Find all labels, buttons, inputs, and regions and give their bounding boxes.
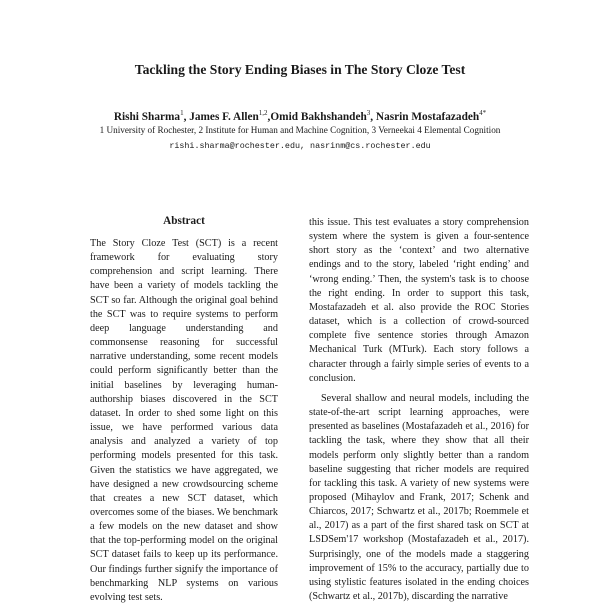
body-column bbox=[309, 216, 529, 604]
body-paragraph: Several shallow and neural models, including the state-of-the-art script learning approaches, were presented as baselines (Mostafazadeh et al., 2016) for tackling the task, where they show that all their models perform only slightly better than a random baseline suggesting that richer models are required for tackling this task. A variety of new systems were proposed (Mihaylov and Frank, 2017; Schenk and Chiarcos, 2017; Schwartz et al., 2017b; Roemmele et al., 2017) as a part of the first shared task on SCT at LSDSem'17 workshop (Mostafazadeh et al., 2017). Surprisingly, one of the models made a staggering improvement of 15% to the accuracy, partially due to using stylistic features isolated in the ending choices (Schwartz et al., 2017b), discarding the narrative bbox=[309, 392, 529, 603]
abstract-heading: Abstract bbox=[163, 215, 205, 227]
abstract-text: The Story Cloze Test (SCT) is a recent framework for evaluating story comprehension and script learning. There have been a variety of models tackling the SCT so far. Although the original goal behind the SCT was to require systems to perform deep language understanding and commonsense reasoning for successful narrative understanding, some recent models could perform significantly better than the initial baselines by leveraging human-authorship biases discovered in the SCT dataset. In order to shed some light on this issue, we have performed various data analysis and analyzed a variety of top performing models presented for this task. Given the statistics we have aggregated, we have designed a new crowdsourcing scheme that creates a new SCT dataset, which overcomes some of the biases. We benchmark a few models on the new dataset and show that the top-performing model on the original SCT dataset fails to keep up its performance. Our findings further signify the importance of benchmarking NLP systems on various evolving test sets. bbox=[90, 238, 278, 603]
abstract-column bbox=[90, 237, 278, 605]
affiliations: 1 University of Rochester, 2 Institute for Human and Machine Cognition, 3 Verneekai 4 Elemental Cognition bbox=[99, 125, 501, 135]
author-emails[interactable]: rishi.sharma@rochester.edu, nasrinm@cs.rochester.edu bbox=[169, 141, 431, 151]
author: Nasrin Mostafazadeh$^{4*}$ bbox=[375, 109, 487, 123]
author: Omid Bakhshandeh$^3$, bbox=[270, 109, 376, 123]
author: James F. Allen$^{1,2}$, bbox=[189, 109, 271, 123]
author-list bbox=[0, 106, 600, 124]
author: Rishi Sharma$^1$, bbox=[113, 109, 190, 123]
paper-title: Tackling the Story Ending Biases in The Story Cloze Test bbox=[134, 62, 466, 77]
body-paragraph: this issue. This test evaluates a story comprehension system where the system is given a four-sentence short story as the ‘context’ and two alternative endings and to the story, labeled ‘right ending’ and ‘wrong ending.’ Then, the system's task is to choose the right ending. In order to support this task, Mostafazadeh et al. also provide the ROC Stories dataset, which is a collection of crowd-sourced complete five sentence stories through Amazon Mechanical Turk (MTurk). Each story follows a character through a fairly simple series of events to a conclusion. bbox=[309, 217, 529, 384]
